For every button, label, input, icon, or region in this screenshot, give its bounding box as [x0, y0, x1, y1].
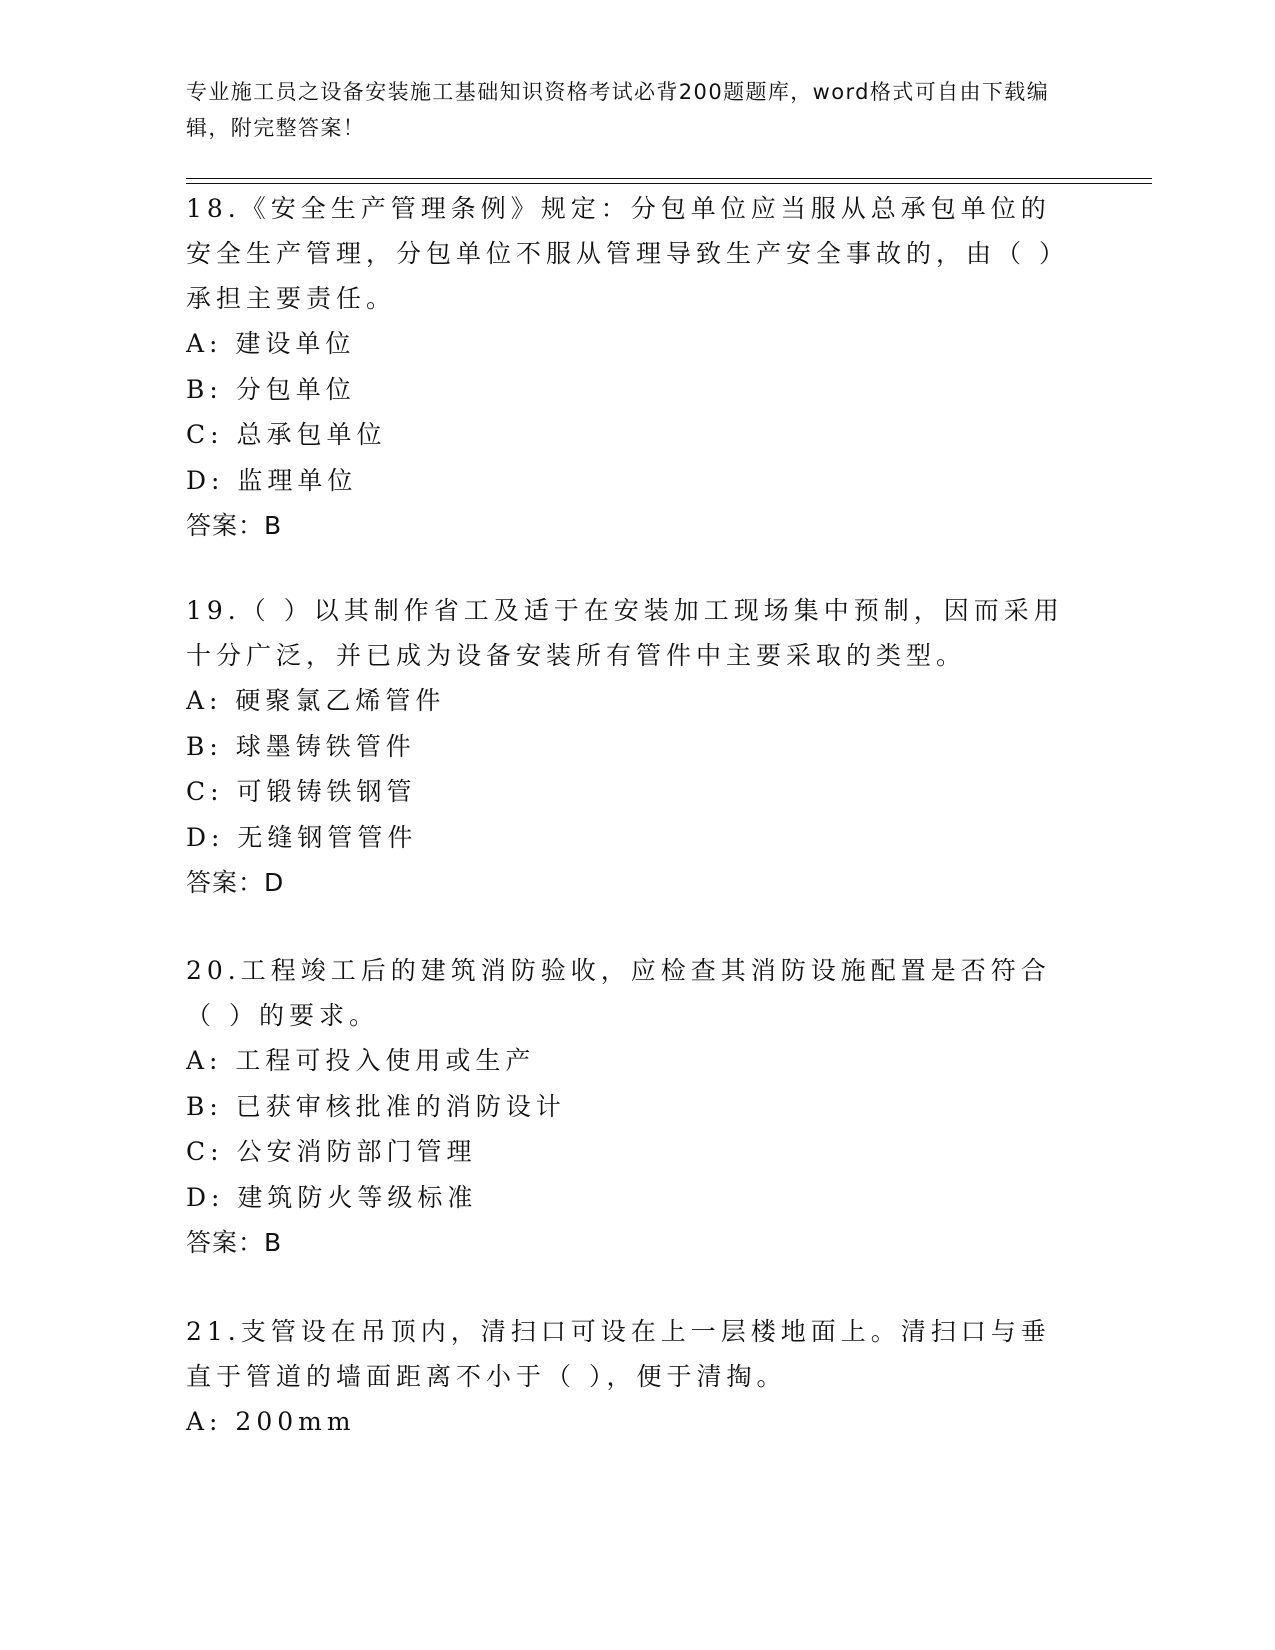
question-stem: 20.工程竣工后的建筑消防验收，应检查其消防设施配置是否符合（ ）的要求。 [186, 956, 1051, 1030]
answer: 答案：B [186, 1228, 283, 1257]
option-b: B: 球墨铸铁管件 [186, 731, 416, 761]
question-20 [186, 948, 1076, 1266]
option-a: A: 200mm [186, 1407, 356, 1436]
question-stem: 19.（ ）以其制作省工及适于在安装加工现场集中预制，因而采用十分广泛，并已成为设备安装所有管件中主要采取的类型。 [186, 596, 1064, 670]
question-18 [186, 186, 1076, 549]
header-rule-bottom [186, 183, 1152, 184]
answer: 答案：B [186, 511, 283, 540]
option-d: D: 建筑防火等级标准 [186, 1182, 478, 1212]
option-c: C: 总承包单位 [186, 420, 387, 449]
option-a: A: 建设单位 [186, 329, 356, 358]
answer: 答案：D [186, 868, 285, 897]
question-19 [186, 588, 1076, 906]
document-header: 专业施工员之设备安装施工基础知识资格考试必背200题题库，word格式可自由下载编辑，附完整答案！ [186, 80, 1050, 140]
option-c: C: 公安消防部门管理 [186, 1137, 477, 1166]
question-stem: 18.《安全生产管理条例》规定：分包单位应当服从总承包单位的安全生产管理，分包单位不服从管理导致生产安全事故的，由（ ）承担主要责任。 [186, 194, 1069, 313]
question-21 [186, 1309, 1076, 1445]
header-rule-top [186, 178, 1152, 179]
option-d: D: 无缝钢管管件 [186, 822, 418, 852]
option-d: D: 监理单位 [186, 465, 358, 495]
option-a: A: 硬聚氯乙烯管件 [186, 686, 446, 715]
option-b: B: 已获审核批准的消防设计 [186, 1091, 566, 1121]
question-stem: 21.支管设在吊顶内，清扫口可设在上一层楼地面上。清扫口与垂直于管道的墙面距离不小于（ ），便于清掏。 [186, 1317, 1051, 1391]
option-c: C: 可锻铸铁钢管 [186, 777, 417, 806]
option-a: A: 工程可投入使用或生产 [186, 1046, 536, 1075]
option-b: B: 分包单位 [186, 374, 356, 404]
